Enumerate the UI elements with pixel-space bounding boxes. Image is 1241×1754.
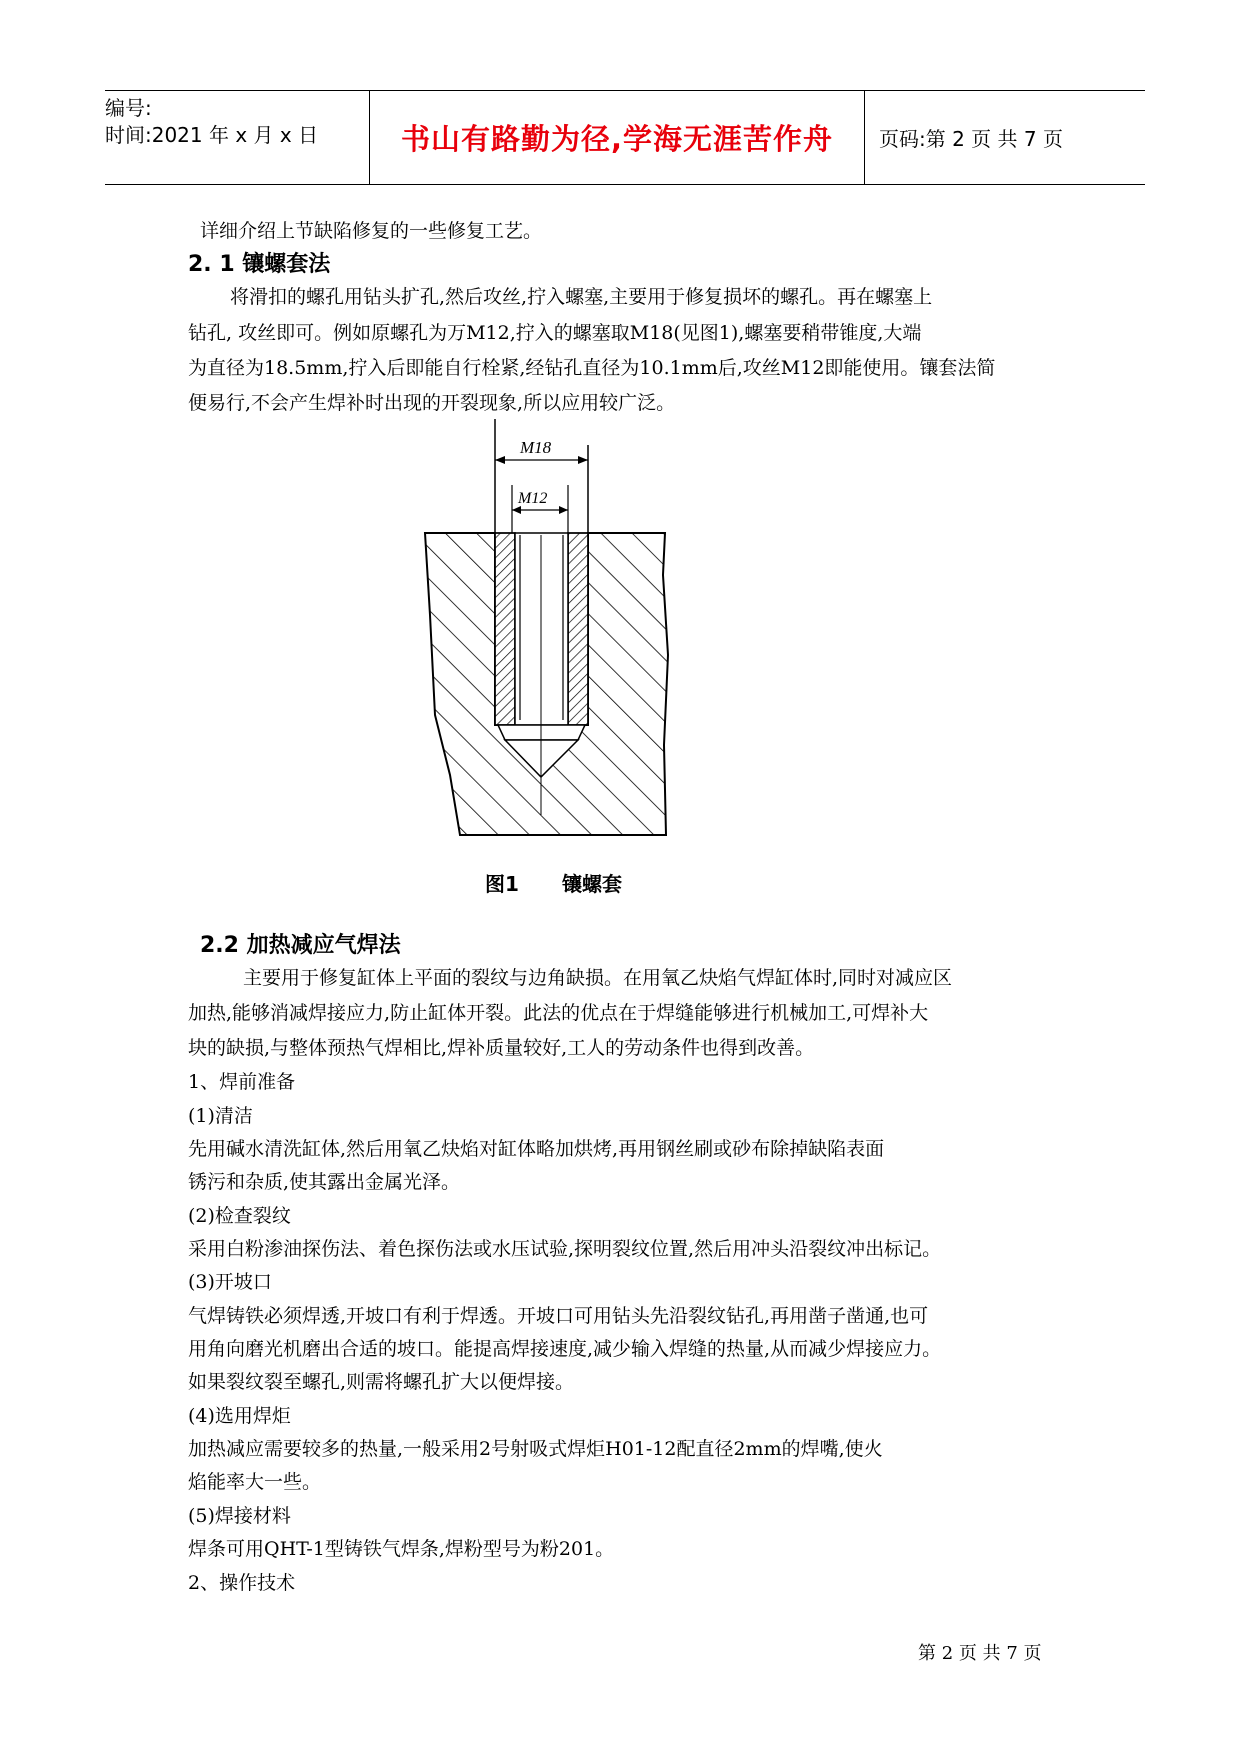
insert-wall-left-hatch — [495, 533, 515, 725]
label-m12: M12 — [518, 490, 548, 507]
label-m18: M18 — [520, 438, 552, 457]
step-subheading: (5)焊接材料 — [188, 1505, 291, 1527]
paragraph-line: 气焊铸铁必须焊透,开坡口有利于焊透。开坡口可用钻头先沿裂纹钻孔,再用凿子凿通,也可 — [188, 1305, 929, 1327]
step-subheading: (4)选用焊炬 — [188, 1405, 291, 1427]
paragraph-line: 将滑扣的螺孔用钻头扩孔,然后攻丝,拧入螺塞,主要用于修复损坏的螺孔。再在螺塞上 — [230, 286, 933, 308]
paragraph-line: 块的缺损,与整体预热气焊相比,焊补质量较好,工人的劳动条件也得到改善。 — [188, 1037, 815, 1059]
header-meta — [105, 91, 370, 184]
step-heading: 1、焊前准备 — [188, 1071, 296, 1093]
arrow-icon — [578, 456, 588, 464]
header-page-label: 页码:第 2 页 共 7 页 — [879, 127, 1063, 151]
step-subheading: (2)检查裂纹 — [188, 1205, 291, 1227]
paragraph-line: 钻孔, 攻丝即可。例如原螺孔为万M12,拧入的螺塞取M18(见图1),螺塞要稍带锥度,大端 — [188, 322, 922, 344]
arrow-icon — [512, 506, 521, 514]
page-footer: 第 2 页 共 7 页 — [918, 1643, 1042, 1664]
figure-caption-text: 镶螺套 — [562, 872, 622, 896]
header-motto-cell — [370, 91, 865, 184]
time-label: 时间:2021 年 x 月 x 日 — [105, 123, 319, 147]
paragraph-line: 采用白粉渗油探伤法、着色探伤法或水压试验,探明裂纹位置,然后用冲头沿裂纹冲出标记。 — [188, 1238, 942, 1260]
figure-caption-number: 图1 — [485, 872, 519, 896]
paragraph-line: 锈污和杂质,使其露出金属光泽。 — [188, 1171, 461, 1193]
header-page-cell — [865, 91, 1145, 184]
paragraph-line: 焰能率大一些。 — [188, 1471, 322, 1493]
figure-thread-insert — [420, 415, 690, 845]
paragraph-line: 加热减应需要较多的热量,一般采用2号射吸式焊炬H01-12配直径2mm的焊嘴,使火 — [188, 1438, 883, 1460]
paragraph-line: 便易行,不会产生焊补时出现的开裂现象,所以应用较广泛。 — [188, 392, 676, 414]
intro-text: 详细介绍上节缺陷修复的一些修复工艺。 — [200, 220, 543, 242]
step-subheading: (3)开坡口 — [188, 1271, 272, 1293]
paragraph-line: 为直径为18.5mm,拧入后即能自行栓紧,经钻孔直径为10.1mm后,攻丝M12即能使用。镶套法简 — [188, 357, 996, 379]
arrow-icon — [495, 456, 505, 464]
step-heading: 2、操作技术 — [188, 1572, 296, 1594]
section-2-1-title: 2. 1 镶螺套法 — [188, 252, 331, 277]
section-2-2-title: 2.2 加热减应气焊法 — [200, 933, 401, 958]
page-header — [105, 90, 1145, 185]
paragraph-line: 加热,能够消减焊接应力,防止缸体开裂。此法的优点在于焊缝能够进行机械加工,可焊补大 — [188, 1002, 929, 1024]
paragraph-line: 如果裂纹裂至螺孔,则需将螺孔扩大以便焊接。 — [188, 1371, 575, 1393]
paragraph-line: 先用碱水清洗缸体,然后用氧乙炔焰对缸体略加烘烤,再用钢丝刷或砂布除掉缺陷表面 — [188, 1138, 885, 1160]
step-subheading: (1)清洁 — [188, 1105, 253, 1127]
paragraph-line: 主要用于修复缸体上平面的裂纹与边角缺损。在用氧乙炔焰气焊缸体时,同时对减应区 — [243, 967, 953, 989]
arrow-icon — [559, 506, 568, 514]
paragraph-line: 焊条可用QHT-1型铸铁气焊条,焊粉型号为粉201。 — [188, 1538, 615, 1560]
insert-wall-right-hatch — [568, 533, 588, 725]
paragraph-line: 用角向磨光机磨出合适的坡口。能提高焊接速度,减少输入焊缝的热量,从而减少焊接应力。 — [188, 1338, 942, 1360]
header-motto: 书山有路勤为径,学海无涯苦作舟 — [400, 122, 834, 156]
serial-label: 编号: — [105, 96, 152, 120]
